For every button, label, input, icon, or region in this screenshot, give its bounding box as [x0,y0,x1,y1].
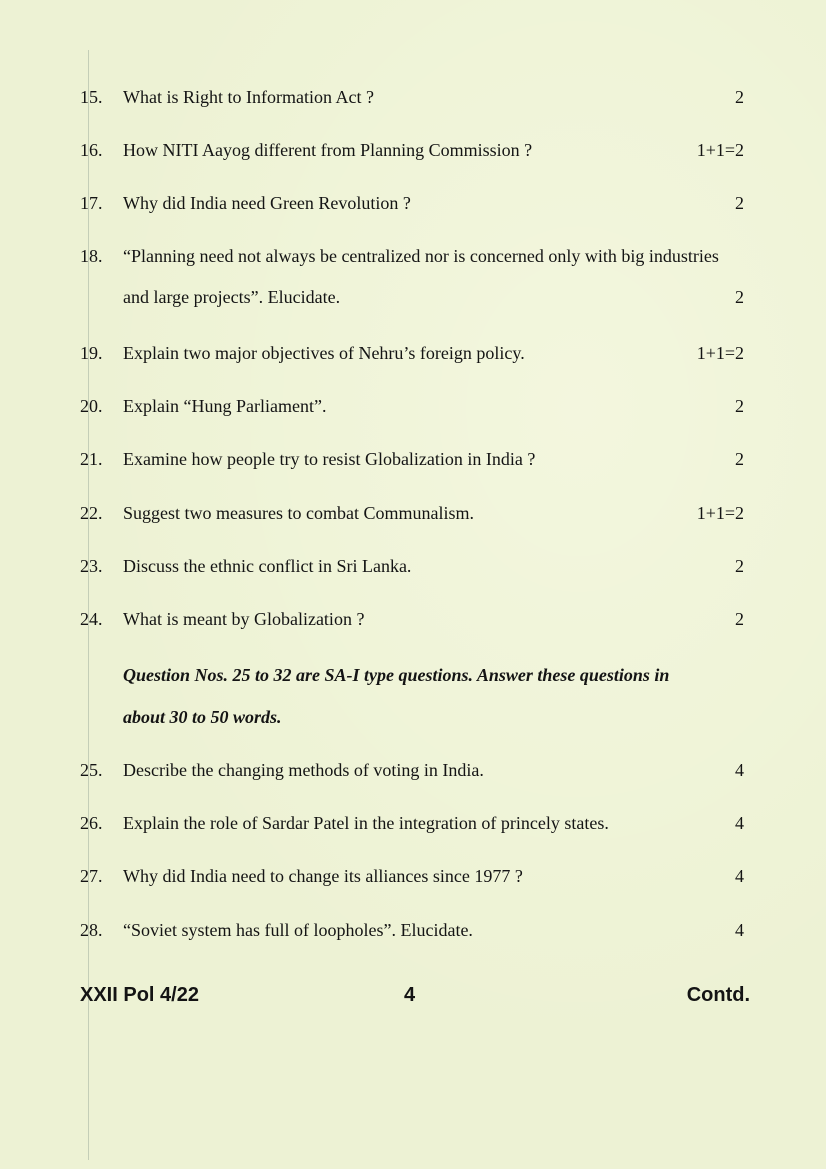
question-text: “Planning need not always be centralized nor is concerned only with big industries [123,246,719,266]
question-number: 24. [80,609,103,629]
question-marks: 2 [735,193,744,213]
question-text: “Soviet system has full of loopholes”. Elucidate. [123,920,473,940]
question-marks: 2 [735,609,744,629]
question-marks: 1+1=2 [696,140,744,160]
question-text: What is meant by Globalization ? [123,609,365,629]
question-text: Describe the changing methods of voting in India. [123,760,484,780]
question-number: 22. [80,503,103,523]
question-marks: 4 [735,760,744,780]
question-number: 23. [80,556,103,576]
question-marks: 2 [735,87,744,107]
question-marks: 2 [735,556,744,576]
question-marks: 4 [735,813,744,833]
question-number: 17. [80,193,103,213]
question-number: 28. [80,920,103,940]
question-18-continuation: and large projects”. Elucidate. [123,287,341,307]
question-text: How NITI Aayog different from Planning Commission ? [123,140,533,160]
continued-label: Contd. [686,984,750,1006]
question-text: Explain the role of Sardar Patel in the integration of princely states. [123,813,609,833]
page-number: 4 [404,984,416,1006]
question-marks: 1+1=2 [696,343,744,363]
page-footer [80,984,750,1014]
question-number: 15. [80,87,103,107]
section-instruction-line-1 [123,664,753,686]
question-text: What is Right to Information Act ? [123,87,374,107]
question-number: 26. [80,813,103,833]
instruction-text: about 30 to 50 words. [123,707,282,727]
question-18-marks: 2 [735,287,744,307]
question-text: Explain “Hung Parliament”. [123,396,327,416]
question-text: Examine how people try to resist Globalization in India ? [123,449,536,469]
question-marks: 2 [735,449,744,469]
question-text: Suggest two measures to combat Communalism. [123,503,474,523]
question-marks: 4 [735,920,744,940]
question-text: Why did India need Green Revolution ? [123,193,411,213]
question-text: Explain two major objectives of Nehru’s foreign policy. [123,343,525,363]
question-number: 20. [80,396,103,416]
question-marks: 1+1=2 [696,503,744,523]
question-marks: 4 [735,866,744,886]
question-number: 16. [80,140,103,160]
question-text: Discuss the ethnic conflict in Sri Lanka. [123,556,412,576]
question-number: 19. [80,343,103,363]
question-number: 18. [80,246,103,266]
paper-code: XXII Pol 4/22 [80,984,199,1006]
question-text: Why did India need to change its alliances since 1977 ? [123,866,523,886]
section-instruction-line-2 [123,706,753,728]
question-number: 27. [80,866,103,886]
question-number: 21. [80,449,103,469]
question-marks: 2 [735,396,744,416]
question-number: 25. [80,760,103,780]
instruction-text: Question Nos. 25 to 32 are SA-I type questions. Answer these questions in [123,665,670,685]
